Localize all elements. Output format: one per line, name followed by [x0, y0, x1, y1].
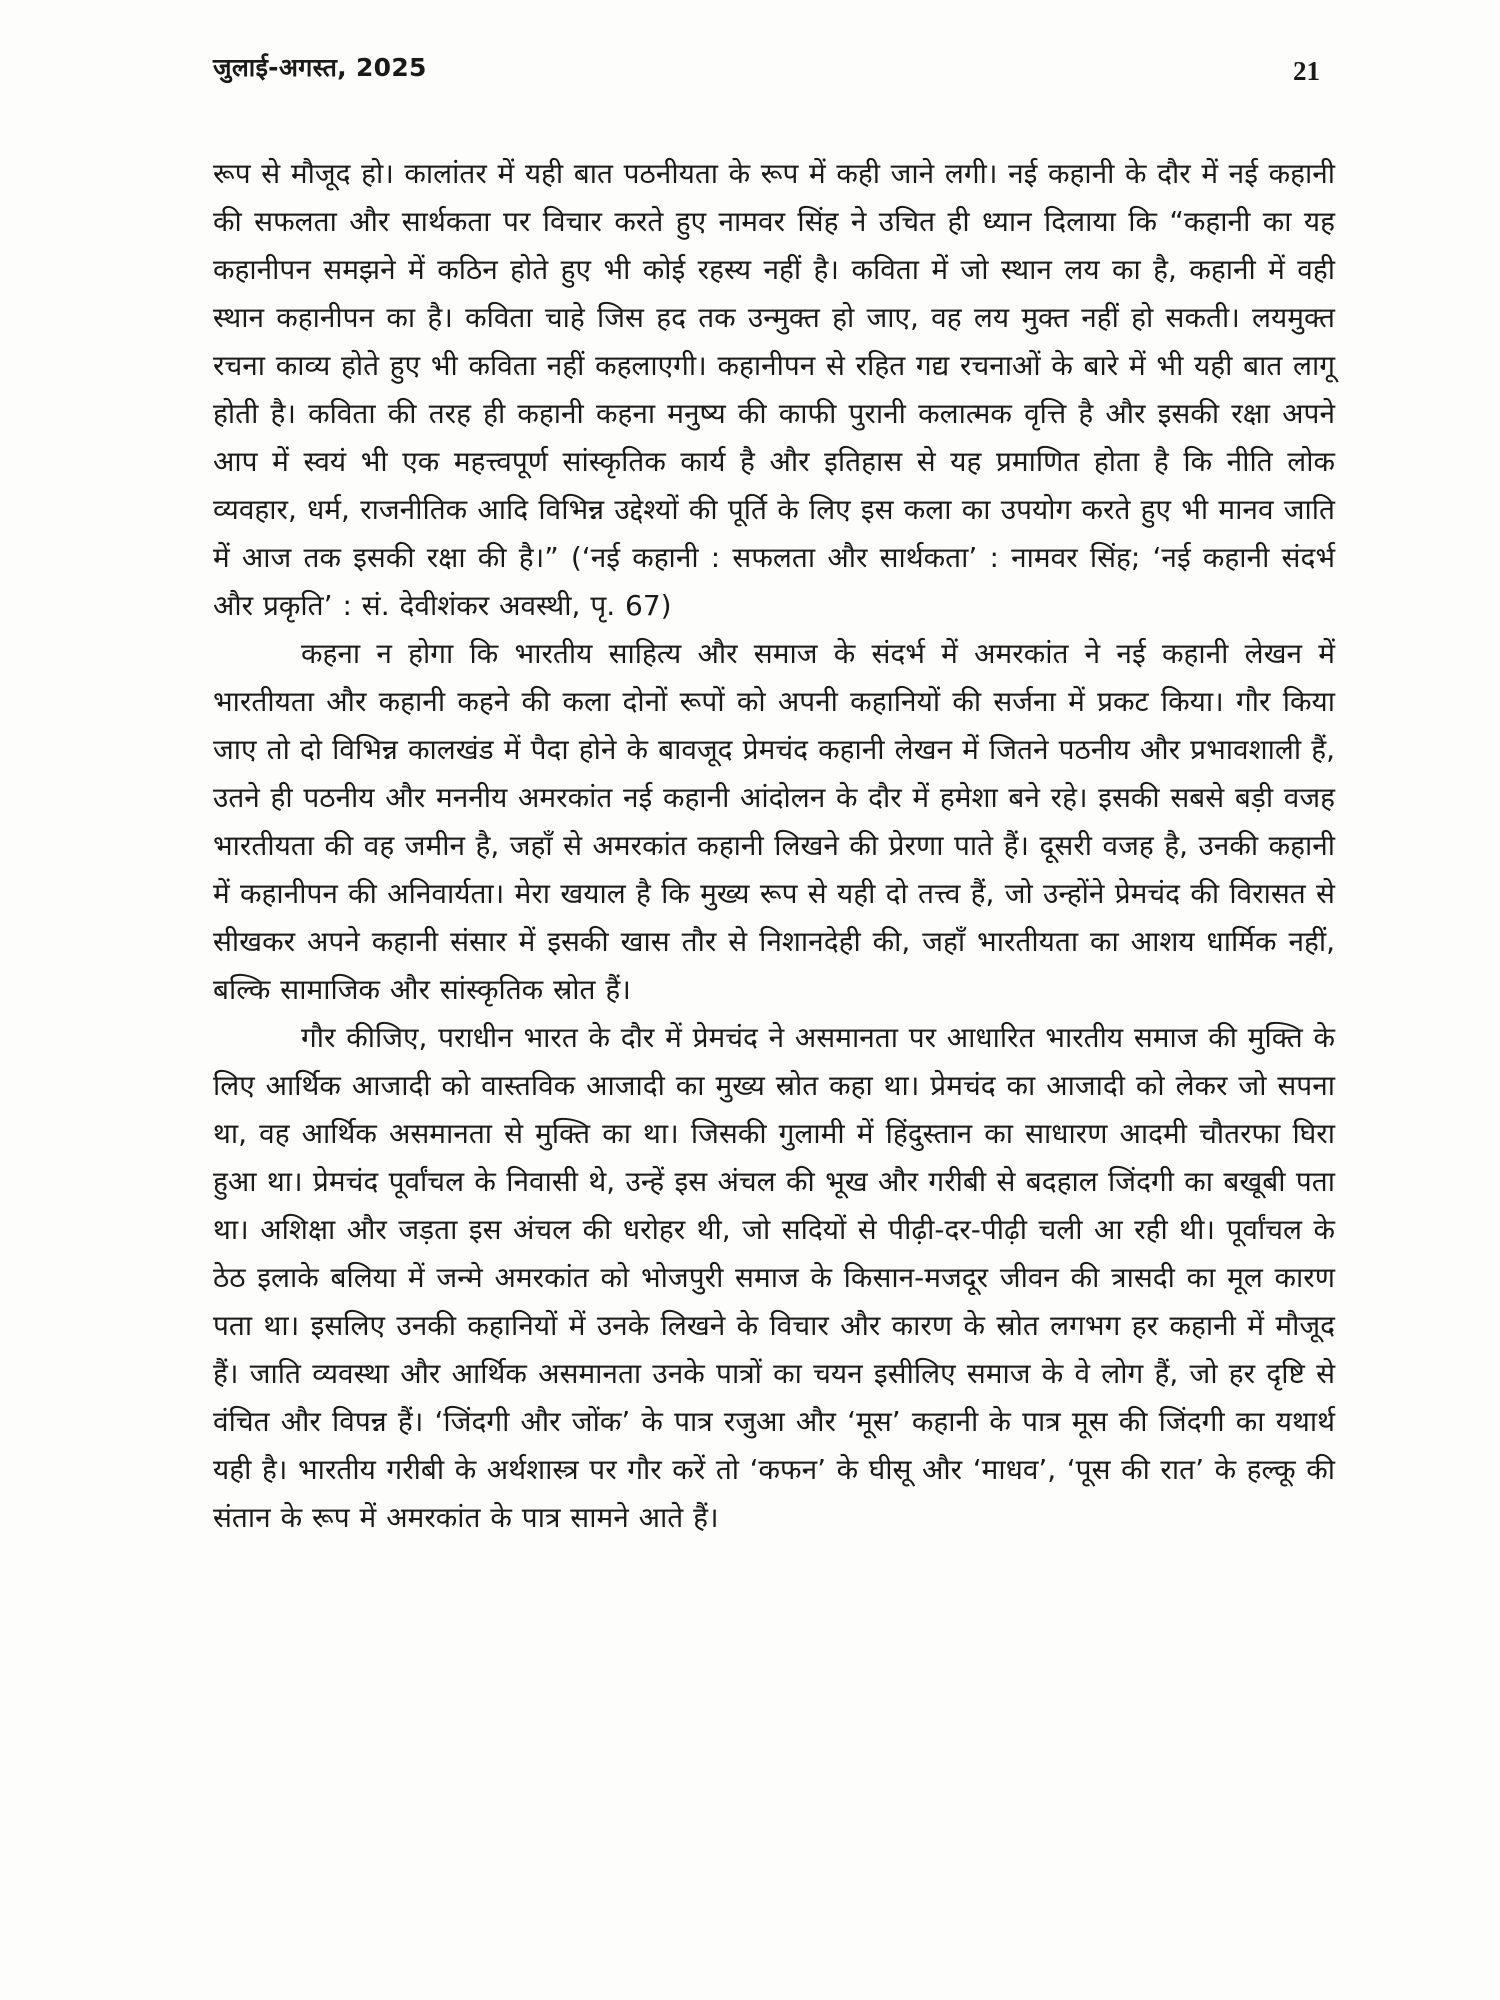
- paragraph: रूप से मौजूद हो। कालांतर में यही बात पठनीयता के रूप में कही जाने लगी। नई कहानी के दौर में नई कहानी की सफलता और सार्थकता पर विचार करते हुए नामवर सिंह ने उचित ही ध्यान दिलाया कि “कहानी का यह कहानीपन समझने में कठिन होते हुए भी कोई रहस्य नहीं है। कविता में जो स्थान लय का है, कहानी में वही स्थान कहानीपन का है। कविता चाहे जिस हद तक उन्मुक्त हो जाए, वह लय मुक्त नहीं हो सकती। लयमुक्त रचना काव्य होते हुए भी कविता नहीं कहलाएगी। कहानीपन से रहित गद्य रचनाओं के बारे में भी यही बात लागू होती है। कविता की तरह ही कहानी कहना मनुष्य की काफी पुरानी कलात्मक वृत्ति है और इसकी रक्षा अपने आप में स्वयं भी एक महत्त्वपूर्ण सांस्कृतिक कार्य है और इतिहास से यह प्रमाणित होता है कि नीति लोक व्यवहार, धर्म, राजनीतिक आदि विभिन्न उद्देश्यों की पूर्ति के लिए इस कला का उपयोग करते हुए भी मानव जाति में आज तक इसकी रक्षा की है।” (‘नई कहानी : सफलता और सार्थकता’ : नामवर सिंह; ‘नई कहानी संदर्भ और प्रकृति’ : सं. देवीशंकर अवस्थी, पृ. 67): [213, 157, 1335, 622]
- paragraph: गौर कीजिए, पराधीन भारत के दौर में प्रेमचंद ने असमानता पर आधारित भारतीय समाज की मुक्ति के लिए आर्थिक आजादी को वास्तविक आजादी का मुख्य स्रोत कहा था। प्रेमचंद का आजादी को लेकर जो सपना था, वह आर्थिक असमानता से मुक्ति का था। जिसकी गुलामी में हिंदुस्तान का साधारण आदमी चौतरफा घिरा हुआ था। प्रेमचंद पूर्वांचल के निवासी थे, उन्हें इस अंचल की भूख और गरीबी से बदहाल जिंदगी का बखूबी पता था। अशिक्षा और जड़ता इस अंचल की धरोहर थी, जो सदियों से पीढ़ी-दर-पीढ़ी चली आ रही थी। पूर्वांचल के ठेठ इलाके बलिया में जन्मे अमरकांत को भोजपुरी समाज के किसान-मजदूर जीवन की त्रासदी का मूल कारण पता था। इसलिए उनकी कहानियों में उनके लिखने के विचार और कारण के स्रोत लगभग हर कहानी में मौजूद हैं। जाति व्यवस्था और आर्थिक असमानता उनके पात्रों का चयन इसीलिए समाज के वे लोग हैं, जो हर दृष्टि से वंचित और विपन्न हैं। ‘जिंदगी और जोंक’ के पात्र रजुआ और ‘मूस’ कहानी के पात्र मूस की जिंदगी का यथार्थ यही है। भारतीय गरीबी के अर्थशास्त्र पर गौर करें तो ‘कफन’ के घीसू और ‘माधव’, ‘पूस की रात’ के हल्कू की संतान के रूप में अमरकांत के पात्र सामने आते हैं।: [213, 1021, 1335, 1534]
- article-body: [213, 150, 1335, 1542]
- running-head: जुलाई-अगस्त, 2025: [213, 53, 427, 82]
- page-number: 21: [1293, 56, 1320, 86]
- paragraph: कहना न होगा कि भारतीय साहित्य और समाज के संदर्भ में अमरकांत ने नई कहानी लेखन में भारतीयता और कहानी कहने की कला दोनों रूपों को अपनी कहानियों की सर्जना में प्रकट किया। गौर किया जाए तो दो विभिन्न कालखंड में पैदा होने के बावजूद प्रेमचंद कहानी लेखन में जितने पठनीय और प्रभावशाली हैं, उतने ही पठनीय और मननीय अमरकांत नई कहानी आंदोलन के दौर में हमेशा बने रहे। इसकी सबसे बड़ी वजह भारतीयता की वह जमीन है, जहाँ से अमरकांत कहानी लिखने की प्रेरणा पाते हैं। दूसरी वजह है, उनकी कहानी में कहानीपन की अनिवार्यता। मेरा खयाल है कि मुख्य रूप से यही दो तत्त्व हैं, जो उन्होंने प्रेमचंद की विरासत से सीखकर अपने कहानी संसार में इसकी खास तौर से निशानदेही की, जहाँ भारतीयता का आशय धार्मिक नहीं, बल्कि सामाजिक और सांस्कृतिक स्रोत हैं।: [213, 637, 1335, 1006]
